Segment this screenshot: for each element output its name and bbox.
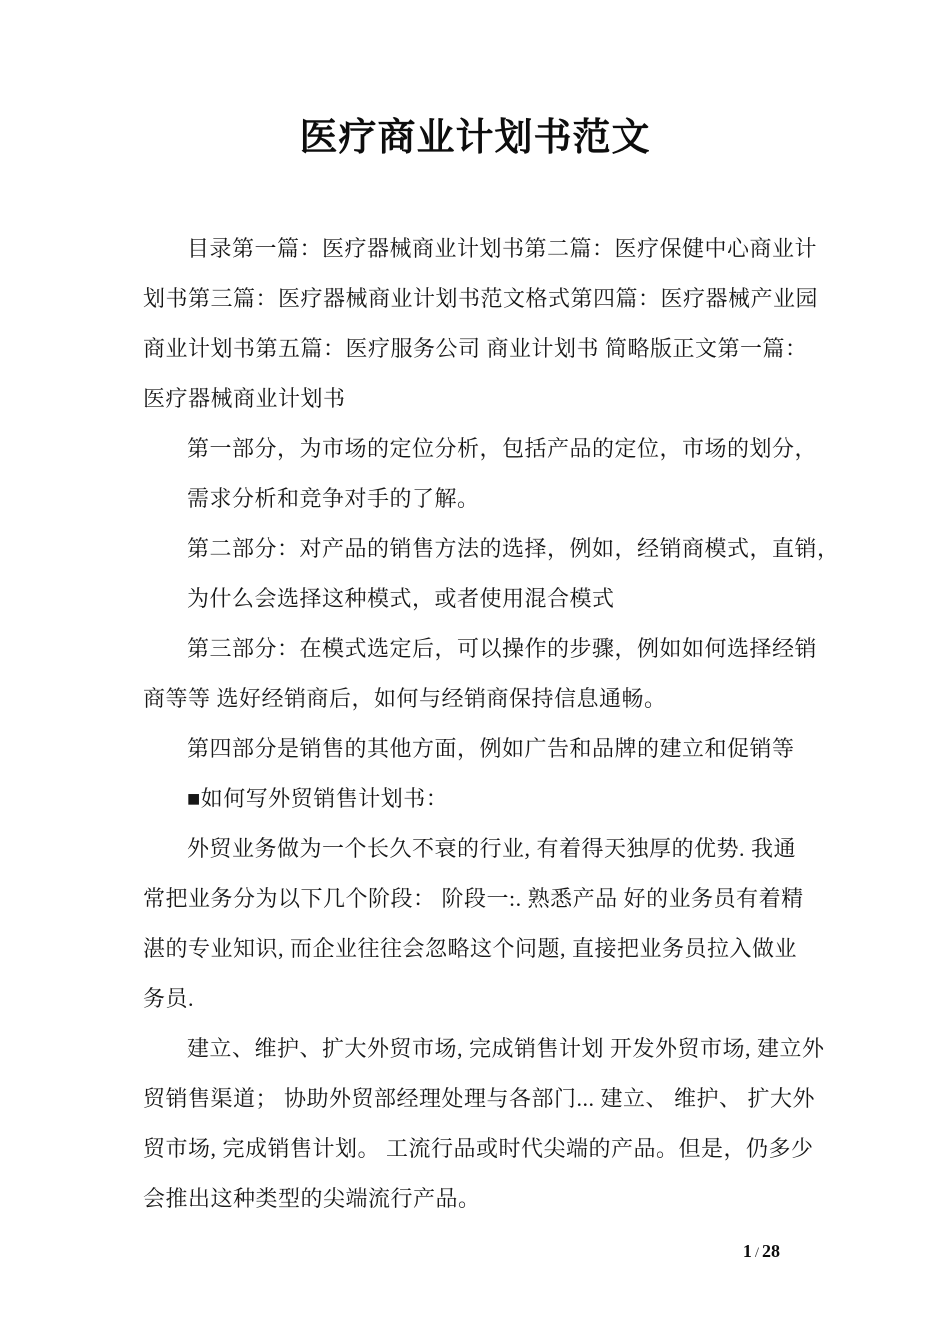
page-number-separator: / — [754, 1245, 759, 1261]
text-line: 划书第三篇：医疗器械商业计划书范文格式第四篇：医疗器械产业园 — [143, 286, 819, 311]
text-line: 务员. — [143, 986, 195, 1011]
text-line: 常把业务分为以下几个阶段： 阶段一:. 熟悉产品 好的业务员有着精 — [143, 886, 804, 911]
text-line: 医疗器械商业计划书 — [143, 386, 346, 411]
page-number — [743, 1241, 780, 1262]
text-line: 需求分析和竞争对手的了解。 — [187, 486, 480, 511]
text-line: 商业计划书第五篇：医疗服务公司 商业计划书 简略版正文第一篇： — [143, 336, 808, 361]
page-number-current: 1 — [742, 1241, 752, 1261]
text-line: 会推出这种类型的尖端流行产品。 — [143, 1186, 481, 1211]
text-line: 第四部分是销售的其他方面，例如广告和品牌的建立和促销等 — [187, 736, 795, 761]
text-line: 目录第一篇：医疗器械商业计划书第二篇：医疗保健中心商业计 — [187, 236, 818, 261]
text-line: 第三部分：在模式选定后，可以操作的步骤，例如如何选择经销 — [187, 636, 818, 661]
text-line: 湛的专业知识, 而企业往往会忽略这个问题, 直接把业务员拉入做业 — [143, 936, 798, 961]
text-line: 第一部分，为市场的定位分析，包括产品的定位，市场的划分， — [187, 436, 818, 461]
text-line: 建立、维护、扩大外贸市场, 完成销售计划 开发外贸市场, 建立外 — [187, 1036, 825, 1061]
text-line: 商等等 选好经销商后，如何与经销商保持信息通畅。 — [143, 686, 667, 711]
page-number-total: 28 — [762, 1241, 780, 1261]
document-title: 医疗商业计划书范文 — [299, 117, 651, 159]
text-line: 第二部分：对产品的销售方法的选择，例如，经销商模式，直销， — [187, 536, 840, 561]
text-line: ■如何写外贸销售计划书： — [187, 786, 449, 811]
text-line: 贸销售渠道； 协助外贸部经理处理与各部门... 建立、 维护、 扩大外 — [143, 1086, 816, 1111]
document-body — [143, 224, 840, 1224]
text-line: 为什么会选择这种模式，或者使用混合模式 — [187, 586, 615, 611]
text-line: 外贸业务做为一个长久不衰的行业, 有着得天独厚的优势. 我通 — [187, 836, 797, 861]
text-line: 贸市场, 完成销售计划。 工流行品或时代尖端的产品。但是，仍多少 — [143, 1136, 814, 1161]
